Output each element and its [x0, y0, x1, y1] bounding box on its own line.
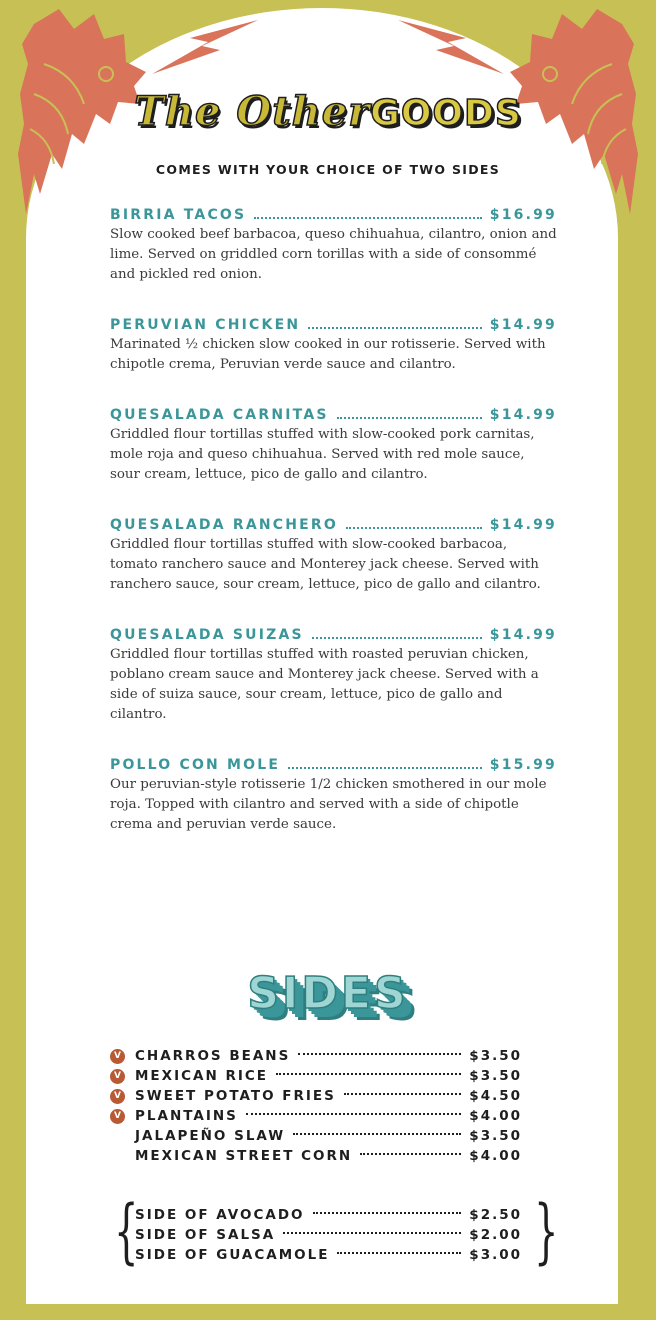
subtitle: COMES WITH YOUR CHOICE OF TWO SIDES	[155, 162, 501, 177]
extra-item	[135, 1245, 522, 1265]
item-name: PERUVIAN CHICKEN	[110, 317, 301, 333]
side-price: $3.50	[469, 1128, 522, 1144]
extra-price: $2.50	[469, 1207, 522, 1223]
extras-list	[135, 1205, 522, 1265]
extra-price: $2.00	[469, 1227, 522, 1243]
lightning-bolt-icon	[396, 18, 506, 78]
item-price: $14.99	[489, 407, 557, 423]
right-brace: }	[534, 1190, 559, 1272]
leader-dots	[313, 1212, 462, 1214]
item-description: Griddled flour tortillas stuffed with slow-cooked barbacoa, tomato ranchero sauce and Monterey jack cheese. Served with ranchero sauce, sour cream, lettuce, pico de gallo and cilantro.	[110, 537, 541, 592]
leader-dots	[254, 217, 481, 219]
side-name: JALAPEÑO SLAW	[135, 1128, 286, 1144]
leader-dots	[246, 1113, 461, 1115]
menu-items	[110, 205, 557, 865]
side-item	[110, 1106, 522, 1126]
menu-item	[110, 205, 557, 285]
page-title	[0, 88, 656, 135]
leader-dots	[346, 527, 482, 529]
item-description: Slow cooked beef barbacoa, queso chihuahua, cilantro, onion and lime. Served on griddled corn torillas with a side of consommé and pickled red onion.	[110, 227, 557, 282]
item-name: POLLO CON MOLE	[110, 757, 281, 773]
item-price: $14.99	[489, 517, 557, 533]
side-item	[110, 1046, 522, 1066]
leader-dots	[298, 1053, 461, 1055]
item-description: Marinated ½ chicken slow cooked in our rotisserie. Served with chipotle crema, Peruvian verde sauce and cilantro.	[110, 337, 546, 372]
menu-item	[110, 755, 557, 835]
leader-dots	[283, 1232, 461, 1234]
side-price: $4.00	[469, 1108, 522, 1124]
sides-list	[110, 1046, 522, 1166]
item-description: Griddled flour tortillas stuffed with roasted peruvian chicken, poblano cream sauce and Monterey jack cheese. Served with a side of suiza sauce, sour cream, lettuce, pico de gallo and cilantro.	[110, 647, 539, 722]
leader-dots	[293, 1133, 461, 1135]
vegan-badge-icon: V	[110, 1069, 125, 1084]
vegan-badge-icon: V	[110, 1089, 125, 1104]
side-price: $4.00	[469, 1148, 522, 1164]
side-item	[110, 1126, 522, 1146]
item-price: $16.99	[489, 207, 557, 223]
menu-item	[110, 405, 557, 485]
title-script: The Other	[134, 88, 371, 135]
item-name: BIRRIA TACOS	[110, 207, 247, 223]
item-name: QUESALADA CARNITAS	[110, 407, 329, 423]
leader-dots	[337, 417, 482, 419]
side-price: $4.50	[469, 1088, 522, 1104]
side-name: MEXICAN RICE	[135, 1068, 268, 1084]
extra-name: SIDE OF GUACAMOLE	[135, 1247, 330, 1263]
side-name: CHARROS BEANS	[135, 1048, 291, 1064]
side-name: PLANTAINS	[135, 1108, 238, 1124]
item-name: QUESALADA SUIZAS	[110, 627, 304, 643]
leader-dots	[312, 637, 482, 639]
item-price: $14.99	[489, 317, 557, 333]
extra-item	[135, 1205, 522, 1225]
sides-heading: SIDES	[247, 968, 409, 1019]
item-price: $15.99	[489, 757, 557, 773]
vegan-badge-icon: V	[110, 1109, 125, 1124]
leader-dots	[276, 1073, 461, 1075]
side-item	[110, 1086, 522, 1106]
item-description: Griddled flour tortillas stuffed with slow-cooked pork carnitas, mole roja and queso chihuahua. Served with red mole sauce, sour cream, lettuce, pico de gallo and cilantro.	[110, 427, 535, 482]
side-price: $3.50	[469, 1068, 522, 1084]
extra-name: SIDE OF SALSA	[135, 1227, 276, 1243]
menu-item	[110, 315, 557, 375]
side-name: MEXICAN STREET CORN	[135, 1148, 353, 1164]
item-description: Our peruvian-style rotisserie 1/2 chicken smothered in our mole roja. Topped with cilantro and served with a side of chipotle crema and peruvian verde sauce.	[110, 777, 547, 832]
item-price: $14.99	[489, 627, 557, 643]
menu-item	[110, 515, 557, 595]
vegan-badge-icon: V	[110, 1049, 125, 1064]
leader-dots	[360, 1153, 461, 1155]
extra-price: $3.00	[469, 1247, 522, 1263]
side-item	[110, 1066, 522, 1086]
leader-dots	[288, 767, 482, 769]
side-price: $3.50	[469, 1048, 522, 1064]
side-item	[110, 1146, 522, 1166]
leader-dots	[308, 327, 482, 329]
side-name: SWEET POTATO FRIES	[135, 1088, 336, 1104]
extra-item	[135, 1225, 522, 1245]
leader-dots	[337, 1252, 461, 1254]
title-main: GOODS	[370, 93, 522, 134]
left-brace: {	[114, 1190, 139, 1272]
item-name: QUESALADA RANCHERO	[110, 517, 339, 533]
extra-name: SIDE OF AVOCADO	[135, 1207, 305, 1223]
lightning-bolt-icon	[150, 18, 260, 78]
menu-item	[110, 625, 557, 725]
leader-dots	[344, 1093, 461, 1095]
